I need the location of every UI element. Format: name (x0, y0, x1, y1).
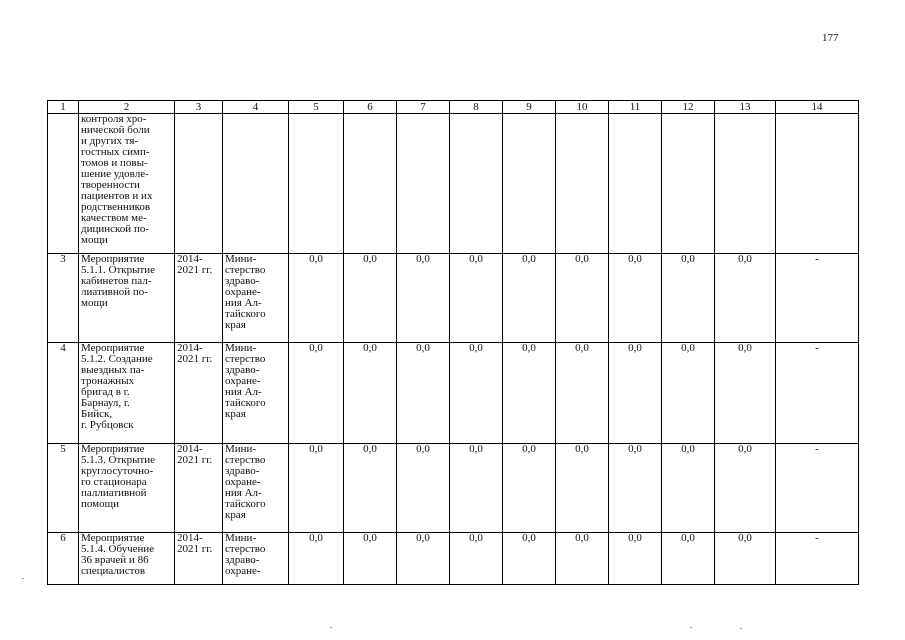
cell-value: 0,0 (556, 254, 609, 343)
cell-value: 0,0 (289, 533, 344, 585)
cell-value: 0,0 (397, 343, 450, 444)
column-header: 12 (662, 101, 715, 114)
column-header: 10 (556, 101, 609, 114)
cell-name: Мероприятие 5.1.1. Открытие кабинетов пал- лиативной по- мощи (79, 254, 175, 343)
column-header: 3 (175, 101, 223, 114)
column-header: 7 (397, 101, 450, 114)
cell-value: 0,0 (609, 533, 662, 585)
cell-num: 4 (48, 343, 79, 444)
cell-value (503, 114, 556, 254)
table-row (48, 533, 859, 585)
cell-value (344, 114, 397, 254)
cell-col14: - (776, 444, 859, 533)
cell-value: 0,0 (715, 343, 776, 444)
scan-speck (330, 627, 332, 628)
column-header: 5 (289, 101, 344, 114)
column-header: 6 (344, 101, 397, 114)
cell-value: 0,0 (609, 444, 662, 533)
cell-value: 0,0 (662, 254, 715, 343)
scan-speck (740, 628, 742, 629)
cell-value (289, 114, 344, 254)
cell-years: 2014- 2021 гг. (175, 254, 223, 343)
cell-years: 2014- 2021 гг. (175, 533, 223, 585)
program-table (47, 100, 859, 585)
table-row (48, 343, 859, 444)
cell-executor: Мини- стерство здраво- охране- ния Ал- тайского края (223, 254, 289, 343)
cell-value: 0,0 (344, 533, 397, 585)
cell-value (450, 114, 503, 254)
cell-value: 0,0 (503, 254, 556, 343)
cell-value: 0,0 (450, 343, 503, 444)
cell-value: 0,0 (289, 444, 344, 533)
cell-value: 0,0 (397, 254, 450, 343)
table-row (48, 114, 859, 254)
cell-num: 3 (48, 254, 79, 343)
cell-value: 0,0 (450, 533, 503, 585)
cell-value: 0,0 (397, 444, 450, 533)
table-row (48, 254, 859, 343)
cell-years: 2014- 2021 гг. (175, 444, 223, 533)
cell-value: 0,0 (289, 254, 344, 343)
cell-years (175, 114, 223, 254)
cell-num (48, 114, 79, 254)
cell-num: 5 (48, 444, 79, 533)
scan-speck (22, 578, 24, 579)
cell-num: 6 (48, 533, 79, 585)
cell-value: 0,0 (503, 343, 556, 444)
cell-name: Мероприятие 5.1.4. Обучение 36 врачей и 86 специалистов (79, 533, 175, 585)
cell-value (662, 114, 715, 254)
cell-value: 0,0 (450, 444, 503, 533)
cell-executor (223, 114, 289, 254)
cell-value (397, 114, 450, 254)
cell-col14 (776, 114, 859, 254)
cell-value (556, 114, 609, 254)
cell-value: 0,0 (715, 533, 776, 585)
cell-value (609, 114, 662, 254)
cell-value: 0,0 (503, 444, 556, 533)
cell-value: 0,0 (715, 444, 776, 533)
column-header: 4 (223, 101, 289, 114)
cell-value: 0,0 (344, 254, 397, 343)
cell-value: 0,0 (556, 533, 609, 585)
column-header: 2 (79, 101, 175, 114)
cell-value (715, 114, 776, 254)
cell-name: Мероприятие 5.1.2. Создание выездных па- тронажных бригад в г. Барнаул, г. Бийск, г. Рубцовск (79, 343, 175, 444)
page-number: 177 (822, 32, 839, 44)
column-header: 13 (715, 101, 776, 114)
cell-value: 0,0 (289, 343, 344, 444)
header-row (48, 101, 859, 114)
cell-value: 0,0 (344, 444, 397, 533)
cell-value: 0,0 (662, 444, 715, 533)
cell-value: 0,0 (609, 254, 662, 343)
column-header: 1 (48, 101, 79, 114)
cell-name: контроля хро- нической боли и других тя- гостных симп- томов и повы- шение удовле- творенности пациентов и их родственников качеством ме- дицинской по- мощи (79, 114, 175, 254)
cell-executor: Мини- стерство здраво- охране- (223, 533, 289, 585)
column-header: 9 (503, 101, 556, 114)
cell-value: 0,0 (556, 343, 609, 444)
cell-value: 0,0 (715, 254, 776, 343)
cell-value: 0,0 (662, 533, 715, 585)
table-row (48, 444, 859, 533)
cell-value: 0,0 (609, 343, 662, 444)
cell-value: 0,0 (344, 343, 397, 444)
cell-col14: - (776, 343, 859, 444)
column-header: 11 (609, 101, 662, 114)
cell-col14: - (776, 254, 859, 343)
column-header: 8 (450, 101, 503, 114)
cell-value: 0,0 (556, 444, 609, 533)
cell-value: 0,0 (450, 254, 503, 343)
cell-name: Мероприятие 5.1.3. Открытие круглосуточно- го стационара паллиативной помощи (79, 444, 175, 533)
cell-value: 0,0 (662, 343, 715, 444)
column-header: 14 (776, 101, 859, 114)
cell-value: 0,0 (503, 533, 556, 585)
cell-executor: Мини- стерство здраво- охране- ния Ал- тайского края (223, 343, 289, 444)
cell-executor: Мини- стерство здраво- охране- ния Ал- тайского края (223, 444, 289, 533)
scan-speck (690, 627, 692, 628)
cell-col14: - (776, 533, 859, 585)
cell-value: 0,0 (397, 533, 450, 585)
cell-years: 2014- 2021 гг. (175, 343, 223, 444)
